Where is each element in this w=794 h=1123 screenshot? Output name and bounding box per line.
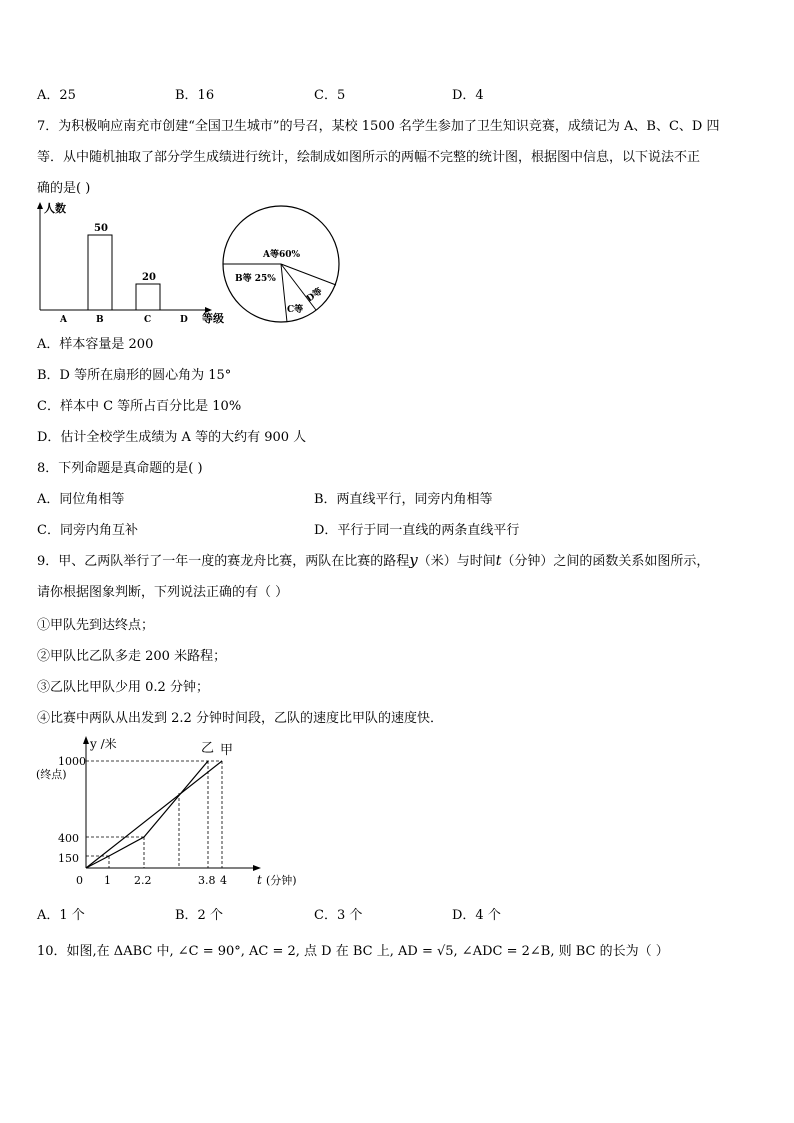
graph-end-label: (终点) [36,768,67,781]
q6-option-c: C．5 [314,88,346,103]
q9-var-y: y [409,551,418,569]
pie-label-a: A等60% [263,250,301,260]
bar-chart-xlabel: 等级 [202,312,224,325]
bar-cat-d: D [180,315,188,325]
graph-ytick-1000: 1000 [58,755,86,768]
q8-stem: 8．下列命题是真命题的是( ) [37,461,203,476]
graph-x-axis-unit: (分钟) [266,874,297,887]
q9-statement-4: ④比赛中两队从出发到 2.2 分钟时间段，乙队的速度比甲队的速度快． [37,711,443,726]
graph-xtick-2-2: 2.2 [134,874,152,887]
q7-option-c: C．样本中 C 等所占百分比是 10% [37,399,242,414]
graph-xtick-4: 4 [220,874,227,887]
q6-option-d: D．4 [452,88,484,103]
pie-label-b: B等 25% [235,274,276,284]
bar-cat-b: B [96,315,104,325]
bar-cat-a: A [60,315,67,325]
q9-stem-line-2: 请你根据图象判断，下列说法正确的有（ ） [37,585,289,600]
bar-b [88,235,112,310]
graph-series-label-yi: 乙 [201,741,215,756]
bar-c-label: 20 [142,272,156,283]
graph-line-jia [86,761,222,868]
q7-option-d: D．估计全校学生成绩为 A 等的大约有 900 人 [37,430,307,445]
q9-var-t: t [495,553,502,569]
q7-stem-line-3: 确的是( ) [37,181,91,196]
graph-line-yi [86,761,208,868]
graph-ytick-150: 150 [58,852,79,865]
q9-distance-time-graph [30,732,310,894]
q9-stem-line-1 [37,550,709,569]
q7-bar-chart [30,198,230,328]
q7-stem-line-1: 7．为积极响应南充市创建“全国卫生城市”的号召，某校 1500 名学生参加了卫生知识竞赛，成绩记为 A、B、C、D 四 [37,119,720,134]
graph-series-label-jia: 甲 [220,743,234,758]
q9-stem-part1: 9．甲、乙两队举行了一年一度的赛龙舟比赛，两队在比赛的路程 [37,554,410,569]
bar-b-label: 50 [94,223,108,234]
q7-stem-line-2: 等．从中随机抽取了部分学生成绩进行统计，绘制成如图所示的两幅不完整的统计图，根据图中信息，以下说法不正 [37,150,701,165]
q9-option-d: D．4 个 [452,908,501,923]
bar-chart-ylabel: 人数 [44,202,66,215]
q9-option-a: A．1 个 [37,908,85,923]
q10-stem: 10．如图,在 ΔABC 中, ∠C = 90°, AC = 2, 点 D 在 BC 上, AD = √5, ∠ADC = 2∠B, 则 BC 的长为（ ） [37,944,669,959]
q9-stem-part2: （米）与时间 [417,554,496,569]
q8-option-c: C．同旁内角互补 [37,523,138,538]
pie-label-c: C等 [287,305,304,315]
q6-option-b: B．16 [175,88,215,103]
q7-option-b: B．D 等所在扇形的圆心角为 15° [37,368,232,383]
graph-y-axis-label: y /米 [90,737,117,751]
q8-option-a: A．同位角相等 [37,492,125,507]
q9-statement-3: ③乙队比甲队少用 0.2 分钟； [37,680,209,695]
bar-c [136,284,160,310]
graph-xtick-1: 1 [104,874,111,887]
pie-label-d: D等 [304,286,325,305]
q9-option-c: C．3 个 [314,908,363,923]
graph-ytick-400: 400 [58,832,79,845]
bar-cat-c: C [144,315,152,325]
graph-x-axis-var: t [257,873,262,887]
q7-pie-chart [215,203,350,328]
q6-option-a: A．25 [37,88,76,103]
q8-option-d: D．平行于同一直线的两条直线平行 [314,523,520,538]
q9-option-b: B．2 个 [175,908,223,923]
q8-option-b: B．两直线平行，同旁内角相等 [314,492,493,507]
q7-option-a: A．样本容量是 200 [37,337,154,352]
q9-statement-2: ②甲队比乙队多走 200 米路程； [37,649,227,664]
q9-statement-1: ①甲队先到达终点； [37,618,155,633]
q9-stem-part3: （分钟）之间的函数关系如图所示， [501,554,710,569]
graph-xtick-3-8: 3.8 [198,874,216,887]
graph-origin: 0 [76,874,83,887]
